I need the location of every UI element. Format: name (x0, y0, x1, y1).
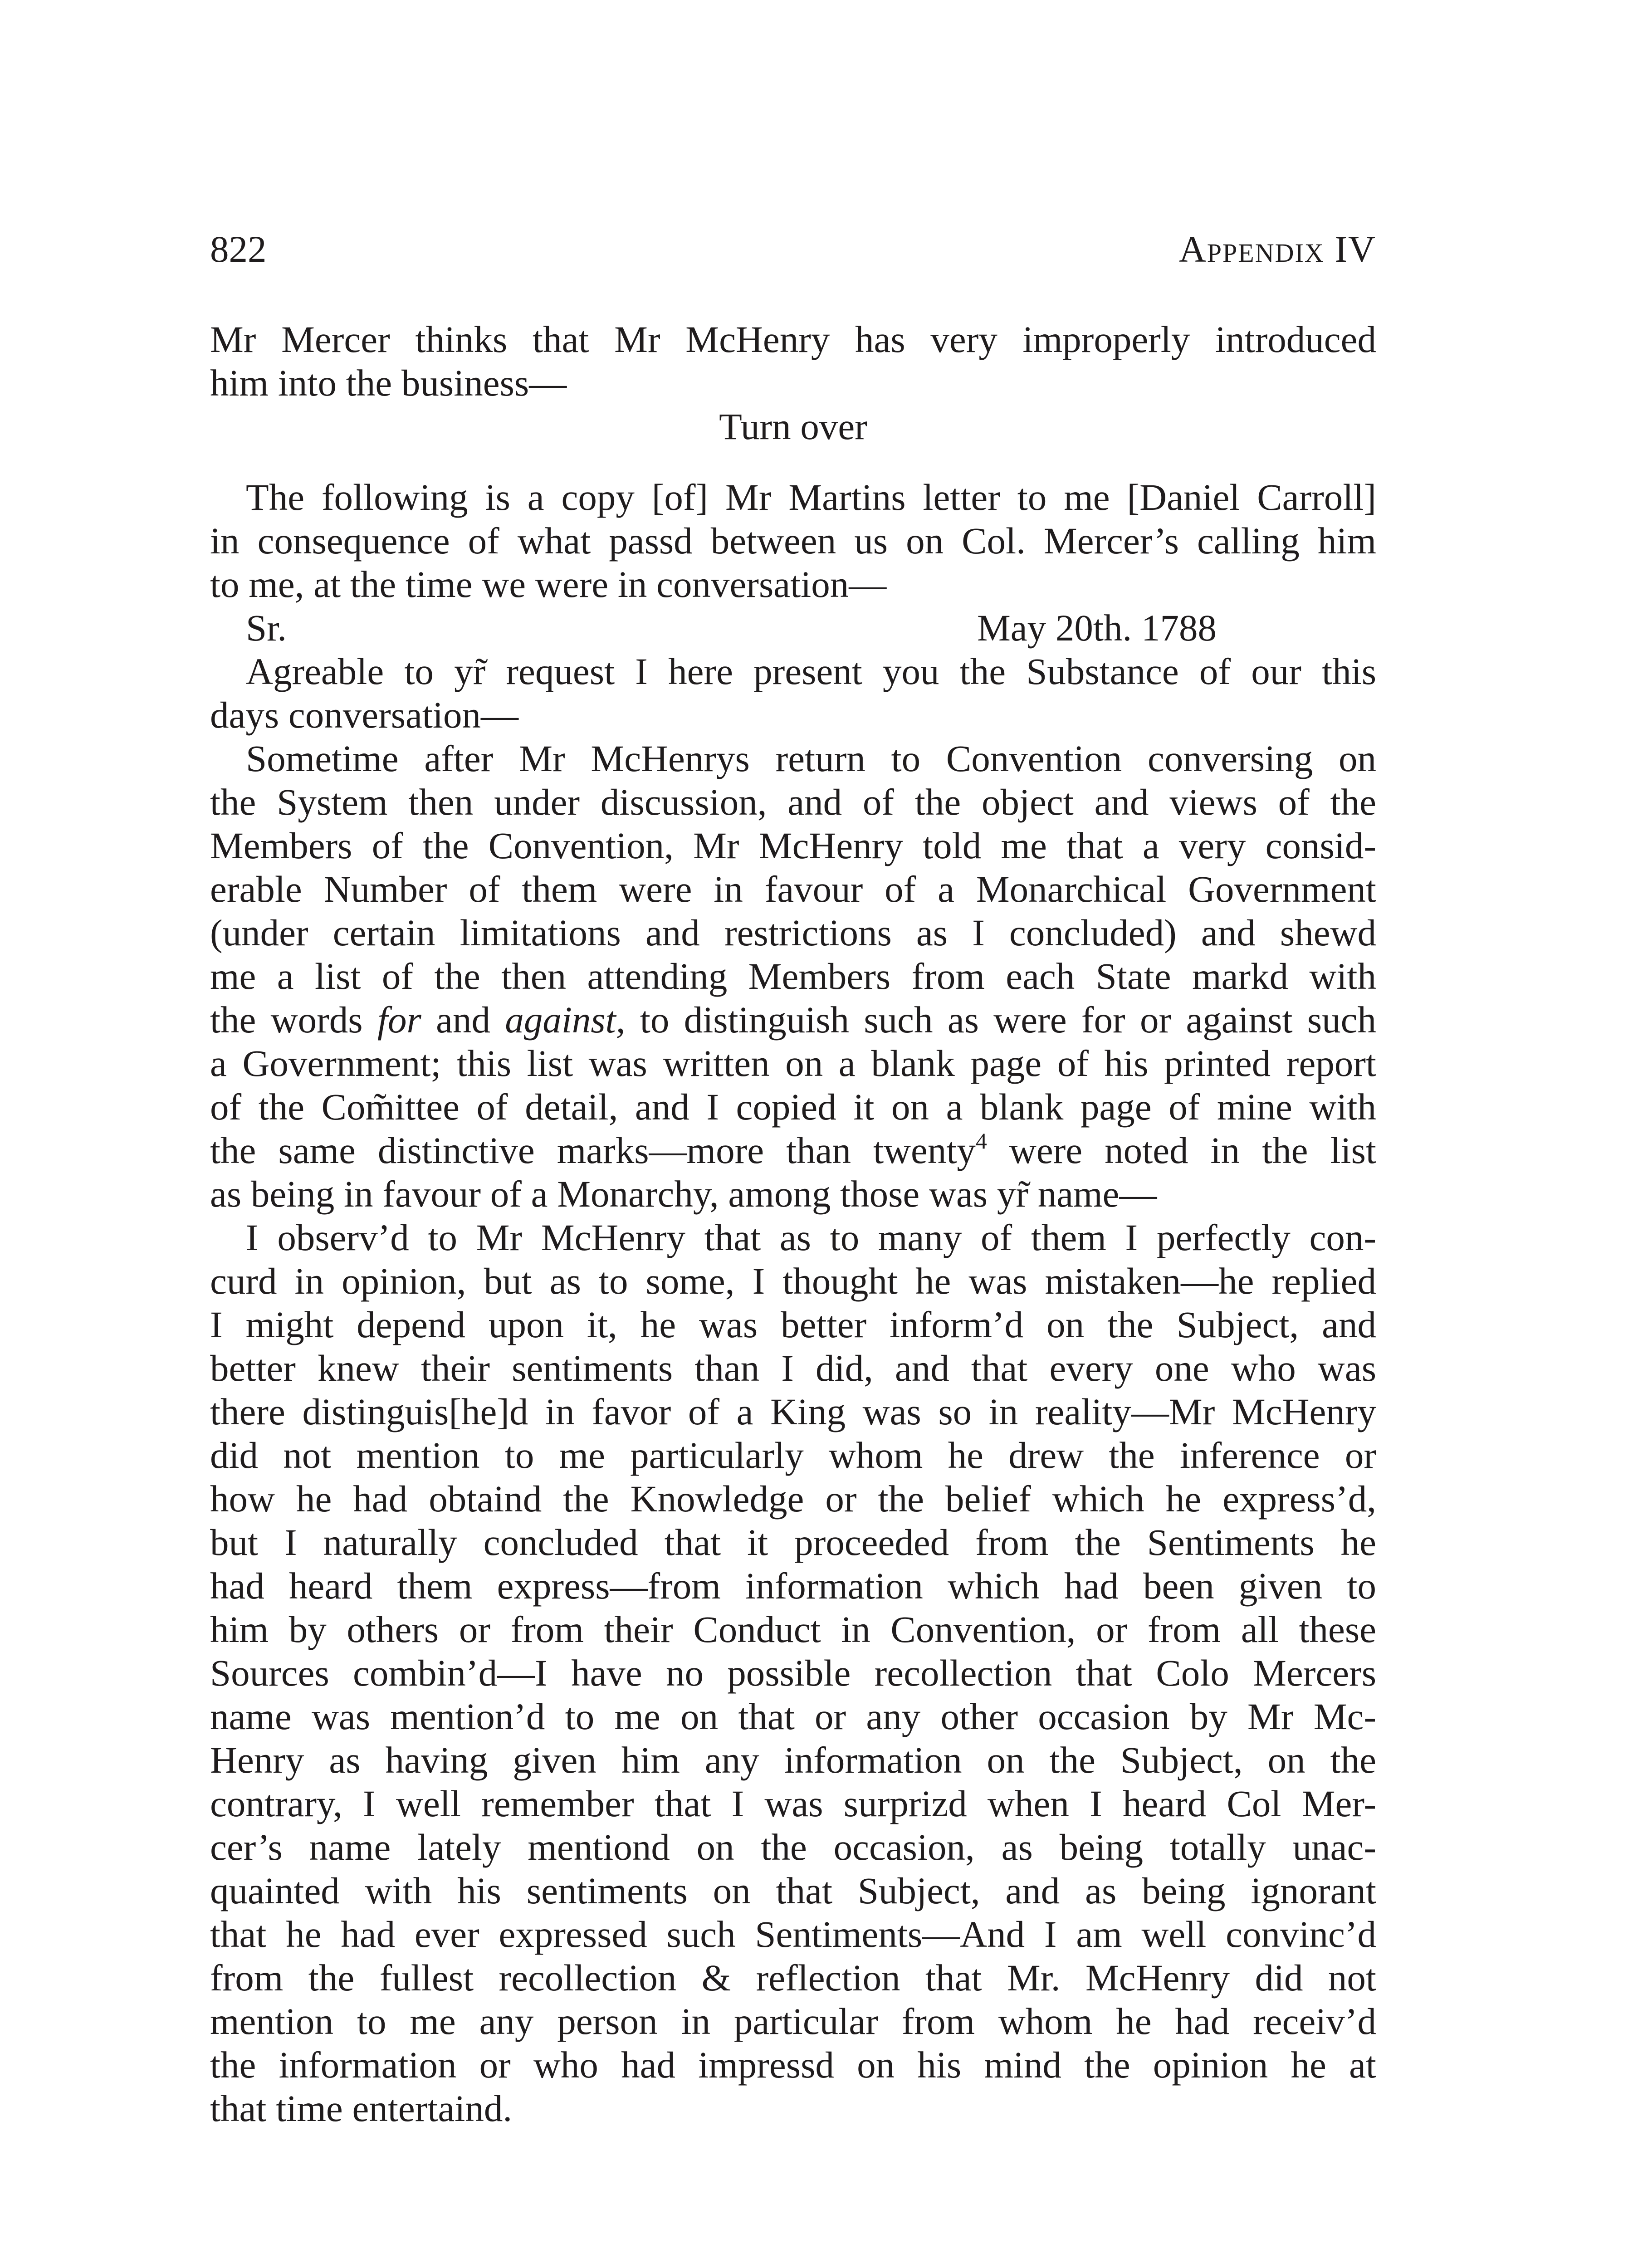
text-line: but I naturally concluded that it proceeded from the Sentiments he (210, 1521, 1376, 1563)
section-gap (210, 448, 1376, 475)
text-line: the System then under discussion, and of the object and views of the (210, 781, 1376, 823)
text-line: had heard them express—from information which had been given to (210, 1565, 1376, 1607)
page-text (210, 318, 1376, 2130)
text-line: him into the business— (210, 362, 567, 404)
text-line: curd in opinion, but as to some, I thought he was mistaken—he replied (210, 1260, 1376, 1302)
text-line: him by others or from their Conduct in Convention, or from all these (210, 1608, 1376, 1650)
text-line: as being in favour of a Monarchy, among those was yr̃ name— (210, 1173, 1157, 1215)
text-line: there distinguis[he]d in favor of a King was so in reality—Mr McHenry (210, 1391, 1376, 1432)
italic-word: for (377, 999, 421, 1041)
text-segment: to distinguish such as were for or against such (625, 999, 1377, 1041)
text-line: mention to me any person in particular from whom he had receiv’d (210, 2000, 1376, 2042)
text-line: better knew their sentiments than I did, and that every one who was (210, 1347, 1376, 1389)
letter-paragraph-3 (210, 1216, 1376, 2130)
letter-paragraph-2 (210, 737, 1376, 1216)
turn-over-note: Turn over (719, 406, 867, 447)
page-header (210, 227, 1376, 271)
text-line (210, 998, 1376, 1041)
text-line: I might depend upon it, he was better inform’d on the Subject, and (210, 1304, 1376, 1345)
text-line: The following is a copy [of] Mr Martins letter to me [Daniel Carroll] (246, 476, 1376, 518)
italic-word: against, (505, 999, 626, 1041)
book-page (210, 0, 1376, 2268)
text-line: to me, at the time we were in conversation— (210, 563, 887, 605)
text-line: contrary, I well remember that I was surprizd when I heard Col Mer- (210, 1783, 1376, 1824)
text-line: quainted with his sentiments on that Subject, and as being ignorant (210, 1870, 1376, 1911)
text-line: cer’s name lately mentiond on the occasion, as being totally unac- (210, 1826, 1376, 1868)
text-line: a Government; this list was written on a blank page of his printed report (210, 1042, 1376, 1084)
text-line: me a list of the then attending Members from each State markd with (210, 955, 1376, 997)
text-line: name was mention’d to me on that or any other occasion by Mr Mc- (210, 1696, 1376, 1737)
text-line: from the fullest recollection & reflection that Mr. McHenry did not (210, 1957, 1376, 1999)
text-segment: the same distinctive marks—more than twenty (210, 1129, 976, 1171)
text-line: Mr Mercer thinks that Mr McHenry has very improperly introduced (210, 318, 1376, 360)
letter-date: May 20th. 1788 (977, 607, 1217, 649)
letter-heading (210, 606, 1376, 650)
text-line: of the Com̃ittee of detail, and I copied it on a blank page of mine with (210, 1086, 1376, 1128)
text-segment: and (421, 999, 505, 1041)
text-line: days conversation— (210, 694, 518, 736)
text-line: Sometime after Mr McHenrys return to Convention conversing on (246, 738, 1376, 779)
text-line: Henry as having given him any information on the Subject, on the (210, 1739, 1376, 1781)
text-line: that he had ever expressed such Sentiments—And I am well convinc’d (210, 1913, 1376, 1955)
salutation: Sr. (246, 607, 287, 649)
text-segment: were noted in the list (987, 1129, 1376, 1171)
text-line: I observ’d to Mr McHenry that as to many of them I perfectly con- (246, 1217, 1376, 1258)
text-line: erable Number of them were in favour of a Monarchical Government (210, 868, 1376, 910)
text-line: in consequence of what passd between us on Col. Mercer’s calling him (210, 520, 1376, 562)
mercer-note (210, 318, 1376, 448)
page-number: 822 (210, 228, 267, 270)
letter-paragraph-1 (210, 650, 1376, 737)
text-line: that time entertaind. (210, 2087, 513, 2129)
running-head: Appendix IV (1178, 228, 1376, 270)
text-line: Sources combin’d—I have no possible recollection that Colo Mercers (210, 1652, 1376, 1694)
text-line: did not mention to me particularly whom he drew the inference or (210, 1434, 1376, 1476)
text-line (210, 1129, 1376, 1172)
text-segment: the words (210, 999, 377, 1041)
text-line: Members of the Convention, Mr McHenry told me that a very consid- (210, 825, 1376, 866)
text-line: the information or who had impressd on his mind the opinion he at (210, 2044, 1376, 2086)
intro-paragraph (210, 475, 1376, 606)
text-line: (under certain limitations and restrictions as I concluded) and shewd (210, 912, 1376, 953)
text-line: how he had obtaind the Knowledge or the belief which he express’d, (210, 1478, 1376, 1520)
footnote-marker: 4 (975, 1128, 987, 1154)
text-line: Agreable to yr̃ request I here present you the Substance of our this (246, 650, 1376, 692)
